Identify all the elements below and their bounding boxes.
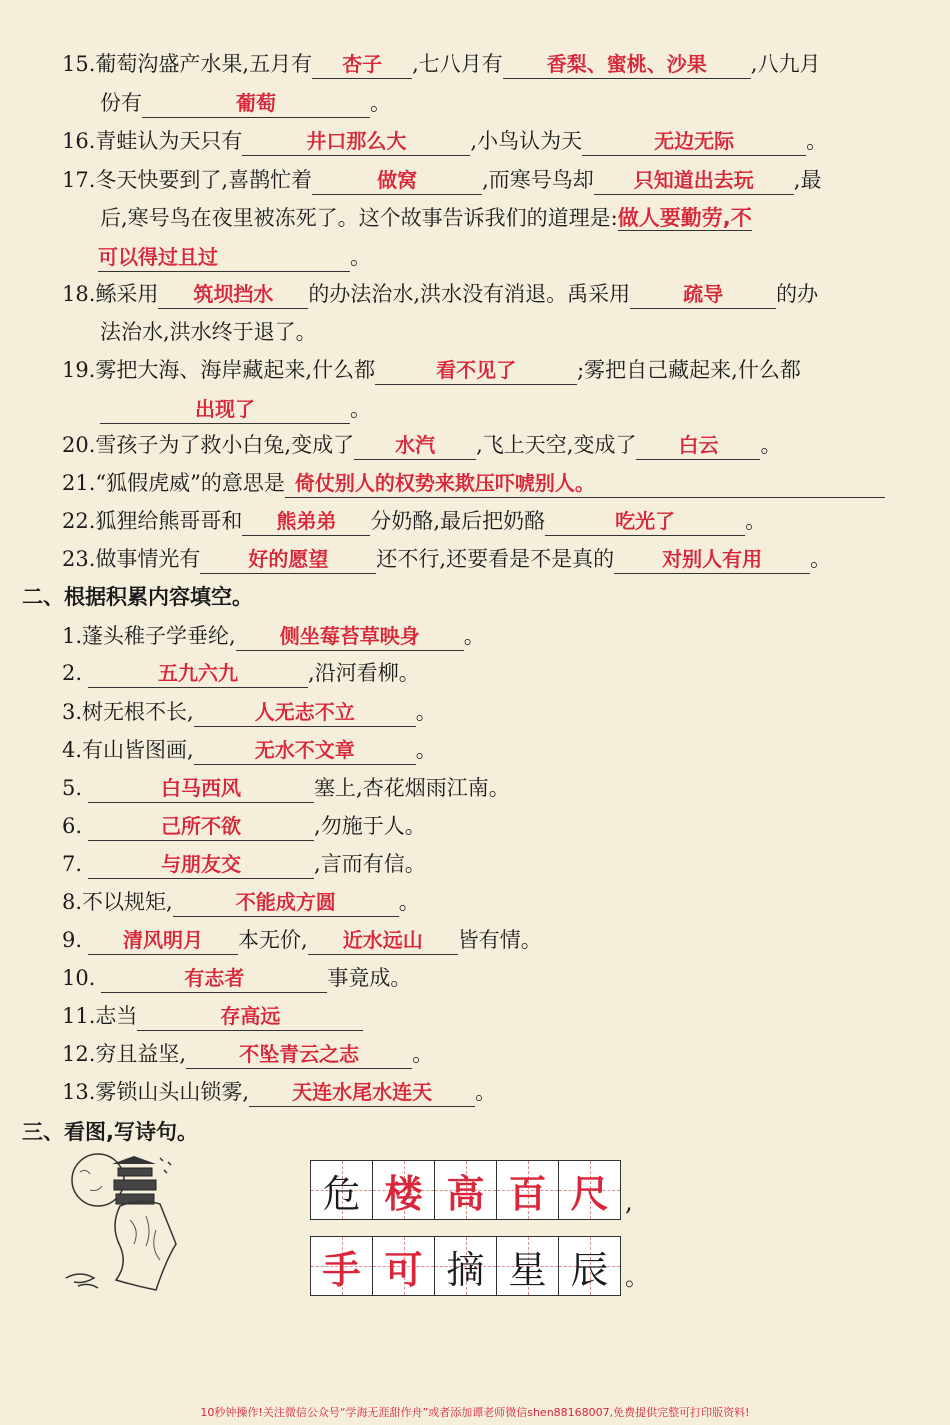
poem-grid-row-2 (310, 1236, 649, 1296)
answer-blank[interactable]: 存高远 (137, 1002, 363, 1031)
poem-cell[interactable]: 百 (496, 1160, 558, 1220)
question-15-cont: 份有 葡萄 。 (0, 89, 950, 118)
fill-13: 13.雾锁山头山锁雾, 天连水尾水连天 。 (0, 1078, 950, 1107)
answer-blank[interactable]: 己所不欲 (88, 812, 314, 841)
poem-cell[interactable]: 楼 (372, 1160, 434, 1220)
answer-blank[interactable]: 水汽 (354, 431, 476, 460)
question-21: 21.“狐假虎威”的意思是 倚仗别人的权势来欺压吓唬别人。 (0, 469, 950, 498)
answer-blank[interactable]: 看不见了 (375, 356, 577, 385)
answer-blank[interactable]: 倚仗别人的权势来欺压吓唬别人。 (285, 469, 885, 498)
question-17-cont2: 可以得过且过 。 (0, 243, 950, 272)
answer-blank[interactable]: 有志者 (101, 964, 327, 993)
footer-notice: 10秒钟操作!关注微信公众号“学海无涯甜作舟”或者添加谭老师微信shen88168007,免费提供完整可打印版资料! (0, 1401, 950, 1425)
poem-cell[interactable]: 辰 (558, 1236, 621, 1296)
answer-blank[interactable]: 做窝 (312, 166, 482, 195)
poem-cell[interactable]: 尺 (558, 1160, 621, 1220)
answer-blank[interactable]: 可以得过且过 (98, 243, 350, 272)
fill-3: 3.树无根不长, 人无志不立 。 (0, 698, 950, 727)
poem-cell[interactable]: 手 (310, 1236, 372, 1296)
poem-grid-row-1 (310, 1160, 633, 1220)
fill-2: 2. 五九六九 ,沿河看柳。 (0, 659, 950, 688)
poem-cell[interactable]: 摘 (434, 1236, 496, 1296)
answer-blank[interactable]: 与朋友交 (88, 850, 314, 879)
question-22: 22.狐狸给熊哥哥和 熊弟弟 分奶酪,最后把奶酪 吃光了 。 (0, 507, 950, 536)
poem-cell[interactable]: 星 (496, 1236, 558, 1296)
answer-blank[interactable]: 出现了 (100, 395, 350, 424)
answer-blank[interactable]: 五九六九 (88, 659, 308, 688)
answer-blank[interactable]: 香梨、蜜桃、沙果 (503, 50, 751, 79)
fill-9: 9. 清风明月 本无价, 近水远山 皆有情。 (0, 926, 950, 955)
answer-blank[interactable]: 白云 (636, 431, 760, 460)
question-17-cont: 后,寒号鸟在夜里被冻死了。这个故事告诉我们的道理是:做人要勤劳,不 (100, 206, 752, 230)
poem-punctuation: , (625, 1188, 633, 1216)
fill-1: 1.蓬头稚子学垂纶, 侧坐莓苔草映身 。 (0, 622, 950, 651)
question-18-cont: 法治水,洪水终于退了。 (100, 320, 317, 344)
question-23: 23.做事情光有 好的愿望 还不行,还要看是不是真的 对别人有用 。 (0, 545, 950, 574)
question-17: 17.冬天快要到了,喜鹊忙着 做窝 ,而寒号鸟却 只知道出去玩 ,最 (0, 166, 950, 195)
section-2-title: 二、根据积累内容填空。 (22, 585, 253, 609)
fill-8: 8.不以规矩, 不能成方圆 。 (0, 888, 950, 917)
answer-blank[interactable]: 好的愿望 (200, 545, 376, 574)
answer-blank[interactable]: 吃光了 (545, 507, 745, 536)
answer-blank[interactable]: 不坠青云之志 (186, 1040, 412, 1069)
poem-cell[interactable]: 高 (434, 1160, 496, 1220)
fill-7: 7. 与朋友交 ,言而有信。 (0, 850, 950, 879)
question-16: 16.青蛙认为天只有 井口那么大 ,小鸟认为天 无边无际 。 (0, 127, 950, 156)
answer-blank[interactable]: 天连水尾水连天 (249, 1078, 475, 1107)
section-3-title: 三、看图,写诗句。 (22, 1120, 198, 1144)
question-19: 19.雾把大海、海岸藏起来,什么都 看不见了 ;雾把自己藏起来,什么都 (0, 356, 950, 385)
poem-cell[interactable]: 危 (310, 1160, 372, 1220)
answer-blank[interactable]: 白马西风 (88, 774, 314, 803)
answer-blank[interactable]: 侧坐莓苔草映身 (236, 622, 464, 651)
question-15: 15.葡萄沟盛产水果,五月有 杏子 ,七八月有 香梨、蜜桃、沙果 ,八九月 (0, 50, 950, 79)
question-19-cont: 出现了 。 (0, 395, 950, 424)
poem-cell[interactable]: 可 (372, 1236, 434, 1296)
answer-blank[interactable]: 清风明月 (88, 926, 238, 955)
fill-5: 5. 白马西风 塞上,杏花烟雨江南。 (0, 774, 950, 803)
fill-6: 6. 己所不欲 ,勿施于人。 (0, 812, 950, 841)
answer-blank[interactable]: 近水远山 (308, 926, 458, 955)
fill-12: 12.穷且益坚, 不坠青云之志 。 (0, 1040, 950, 1069)
answer-blank[interactable]: 对别人有用 (614, 545, 810, 574)
answer-blank[interactable]: 疏导 (630, 280, 776, 309)
answer-blank[interactable]: 筑坝挡水 (158, 280, 308, 309)
answer-blank[interactable]: 杏子 (312, 50, 412, 79)
question-20: 20.雪孩子为了救小白兔,变成了 水汽 ,飞上天空,变成了 白云 。 (0, 431, 950, 460)
answer-blank[interactable]: 熊弟弟 (242, 507, 370, 536)
answer-blank[interactable]: 无水不文章 (194, 736, 416, 765)
answer-blank[interactable]: 只知道出去玩 (594, 166, 794, 195)
poem-punctuation: 。 (625, 1263, 649, 1291)
answer-blank[interactable]: 无边无际 (582, 127, 806, 156)
tower-cliff-illustration (60, 1150, 190, 1300)
answer-blank[interactable]: 人无志不立 (194, 698, 416, 727)
answer-blank[interactable]: 葡萄 (142, 89, 370, 118)
fill-4: 4.有山皆图画, 无水不文章 。 (0, 736, 950, 765)
answer-blank[interactable]: 做人要勤劳,不 (617, 206, 752, 230)
question-18: 18.鲧采用 筑坝挡水 的办法治水,洪水没有消退。禹采用 疏导 的办 (0, 280, 950, 309)
fill-11: 11.志当 存高远 (0, 1002, 950, 1031)
fill-10: 10. 有志者 事竟成。 (0, 964, 950, 993)
answer-blank[interactable]: 不能成方圆 (173, 888, 399, 917)
answer-blank[interactable]: 井口那么大 (242, 127, 470, 156)
